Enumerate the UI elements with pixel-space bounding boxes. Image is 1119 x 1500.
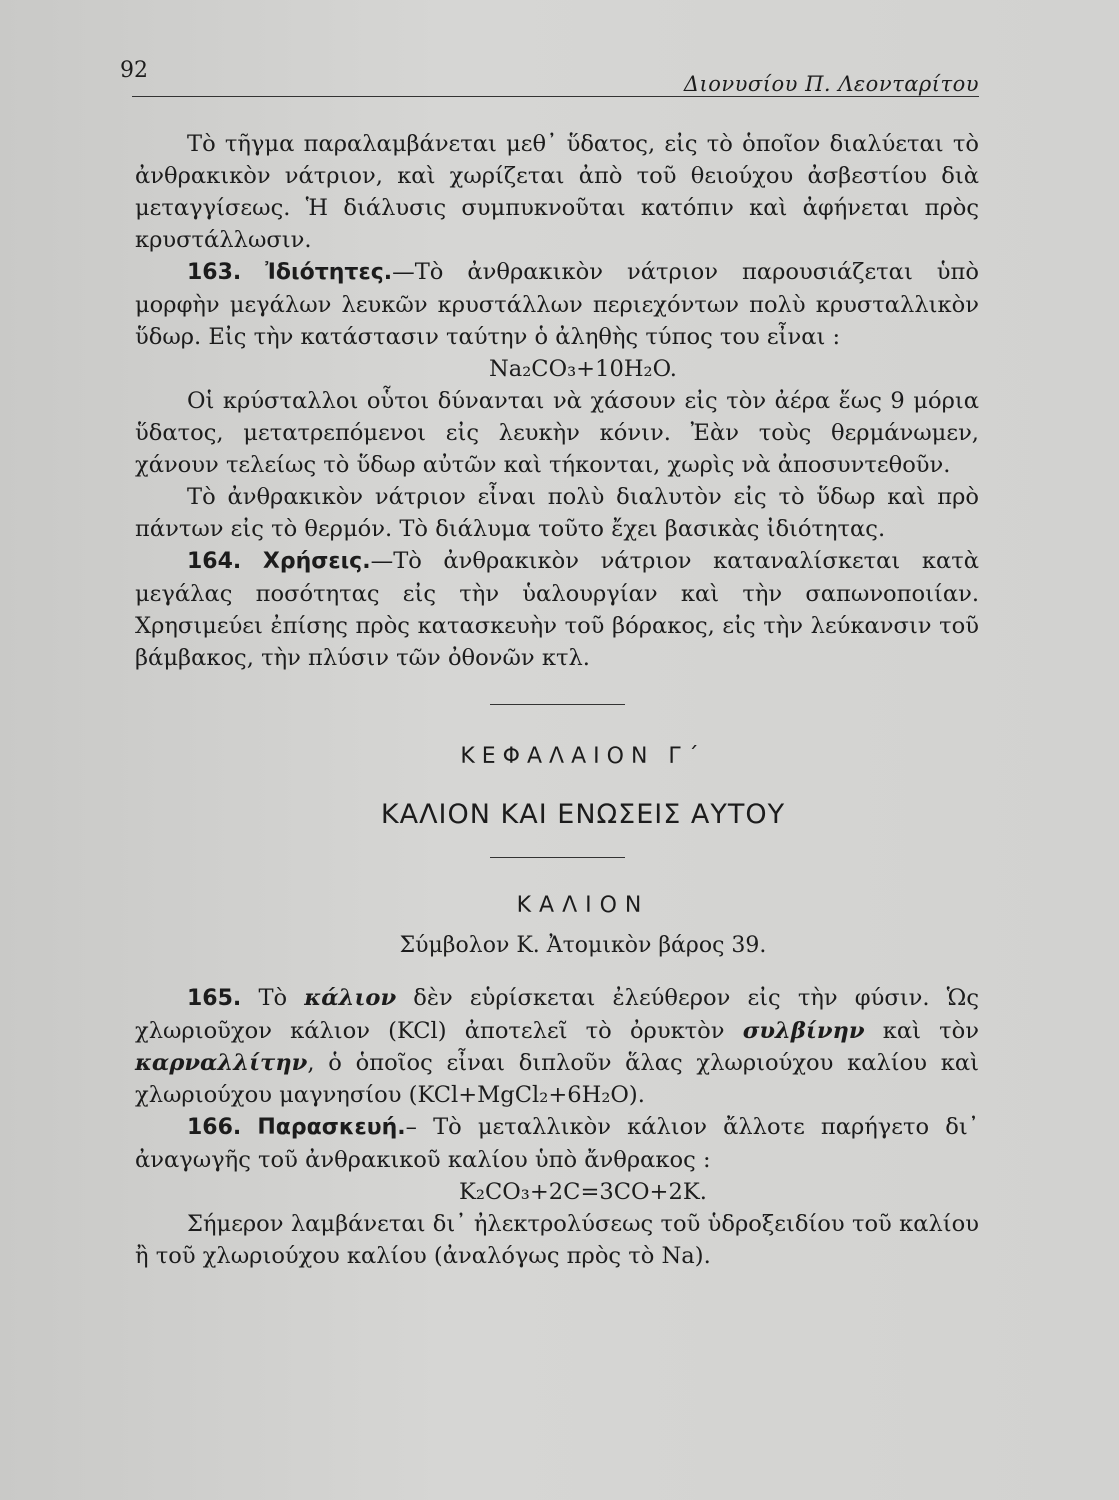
section-165 (135, 982, 979, 1111)
section-number-166: 166. (187, 1115, 242, 1140)
paragraph-leaching: Τὸ τῆγμα παραλαμβάνεται μεθ᾽ ὕδατος, εἰς τὸ ὁποῖον διαλύεται τὸ ἀνθρακικὸν νάτριον, καὶ χωρίζεται ἀπὸ τοῦ θειούχου ἀσβεστίου διὰ μεταγγίσεως. Ἡ διάλυσις συμπυκνοῦται κατόπιν καὶ ἀφήνεται πρὸς κρυστάλλωσιν. (135, 131, 979, 253)
section-number-164: 164. (187, 549, 242, 574)
section-165-text-c: καὶ τὸν (882, 1018, 980, 1044)
formula-potassium-reduction: K₂CO₃+2C=3CO+2K. (459, 1179, 707, 1205)
paragraph-crystals: Οἱ κρύσταλλοι οὗτοι δύνανται νὰ χάσουν εἰς τὸν ἀέρα ἕως 9 μόρια ὕδατος, μετατρεπόμενοι εἰς λευκὴν κόνιν. Ἐὰν τοὺς θερμάνωμεν, χάνουν τελείως τὸ ὕδωρ αὐτῶν καὶ τήκονται, χωρὶς νὰ ἀποσυντεθοῦν. (135, 388, 979, 478)
section-title-properties: Ἰδιότητες. (265, 260, 393, 285)
section-number-163: 163. (187, 260, 242, 285)
page-number: 92 (120, 58, 148, 83)
section-title-preparation: Παρασκευή. (257, 1115, 406, 1140)
term-kalion: κάλιον (304, 985, 397, 1011)
section-165-text-d: , ὁ ὁποῖος εἶναι διπλοῦν ἅλας χλωριούχου καλίου καὶ χλωριούχου μαγνησίου (KCl+MgCl₂+6H₂O). (135, 1050, 979, 1108)
section-title-uses: Χρήσεις. (262, 549, 371, 574)
paragraph-solubility: Τὸ ἀνθρακικὸν νάτριον εἶναι πολὺ διαλυτὸν εἰς τὸ ὕδωρ καὶ πρὸ πάντων εἰς τὸ θερμόν. Τὸ διάλυμα τοῦτο ἔχει βασικὰς ἰδιότητας. (135, 484, 979, 542)
section-164 (135, 545, 979, 674)
section-165-text-b: δὲν εὑρίσκεται ἐλεύθερον εἰς τὴν φύσιν. Ὡς χλωριοῦχον κάλιον (KCl) ἀποτελεῖ τὸ ὀρυκτὸν (135, 985, 979, 1044)
paragraph-electrolysis: Σήμερον λαμβάνεται δι᾽ ἠλεκτρολύσεως τοῦ ὑδροξειδίου τοῦ καλίου ἢ τοῦ χλωριούχου καλίου (ἀναλόγως πρὸς τὸ Na). (135, 1211, 979, 1269)
page-header (120, 58, 979, 98)
chapter-label: ΚΕΦΑΛΑΙΟΝ Γ΄ (460, 744, 706, 769)
section-165-text-a: Τὸ (258, 985, 288, 1011)
header-rule (132, 96, 979, 97)
section-163-text: —Τὸ ἀνθρακικὸν νάτριον παρουσιάζεται ὑπὸ μορφὴν μεγάλων λευκῶν κρυστάλλων περιεχόντων πολὺ κρυσταλλικὸν ὕδωρ. Εἰς τὴν κατάστασιν ταύτην ὁ ἀληθὴς τύπος του εἶναι : (135, 259, 979, 350)
symbol-line: Σύμβολον Κ. Ἀτομικὸν βάρος 39. (399, 933, 767, 958)
running-title: Διονυσίου Π. Λεονταρίτου (683, 72, 979, 96)
chapter-title: ΚΑΛΙΟΝ ΚΑΙ ΕΝΩΣΕΙΣ ΑΥΤΟΥ (380, 799, 786, 830)
section-164-text: —Τὸ ἀνθρακικὸν νάτριον καταναλίσκεται κατὰ μεγάλας ποσότητας εἰς τὴν ὑαλουργίαν καὶ τὴν σαπωνοποιίαν. Χρησιμεύει ἐπίσης πρὸς κατασκευὴν τοῦ βόρακος, εἰς τὴν λεύκανσιν τοῦ βάμβακος, τὴν πλύσιν τῶν ὀθονῶν κτλ. (135, 548, 979, 671)
section-163 (135, 256, 979, 353)
section-166-text: – Τὸ μεταλλικὸν κάλιον ἄλλοτε παρήγετο δι᾽ ἀναγωγῆς τοῦ ἀνθρακικοῦ καλίου ὑπὸ ἄνθρακος : (135, 1114, 979, 1173)
body-text (135, 128, 979, 1272)
element-heading: ΚΑΛΙΟΝ (516, 893, 650, 918)
section-166 (135, 1111, 979, 1176)
formula-soda-crystal: Na₂CO₃+10H₂O. (489, 356, 677, 382)
term-sylvine: συλβίνην (742, 1018, 865, 1044)
term-carnallite: καρναλλίτην (135, 1050, 308, 1076)
section-number-165: 165. (187, 986, 242, 1011)
